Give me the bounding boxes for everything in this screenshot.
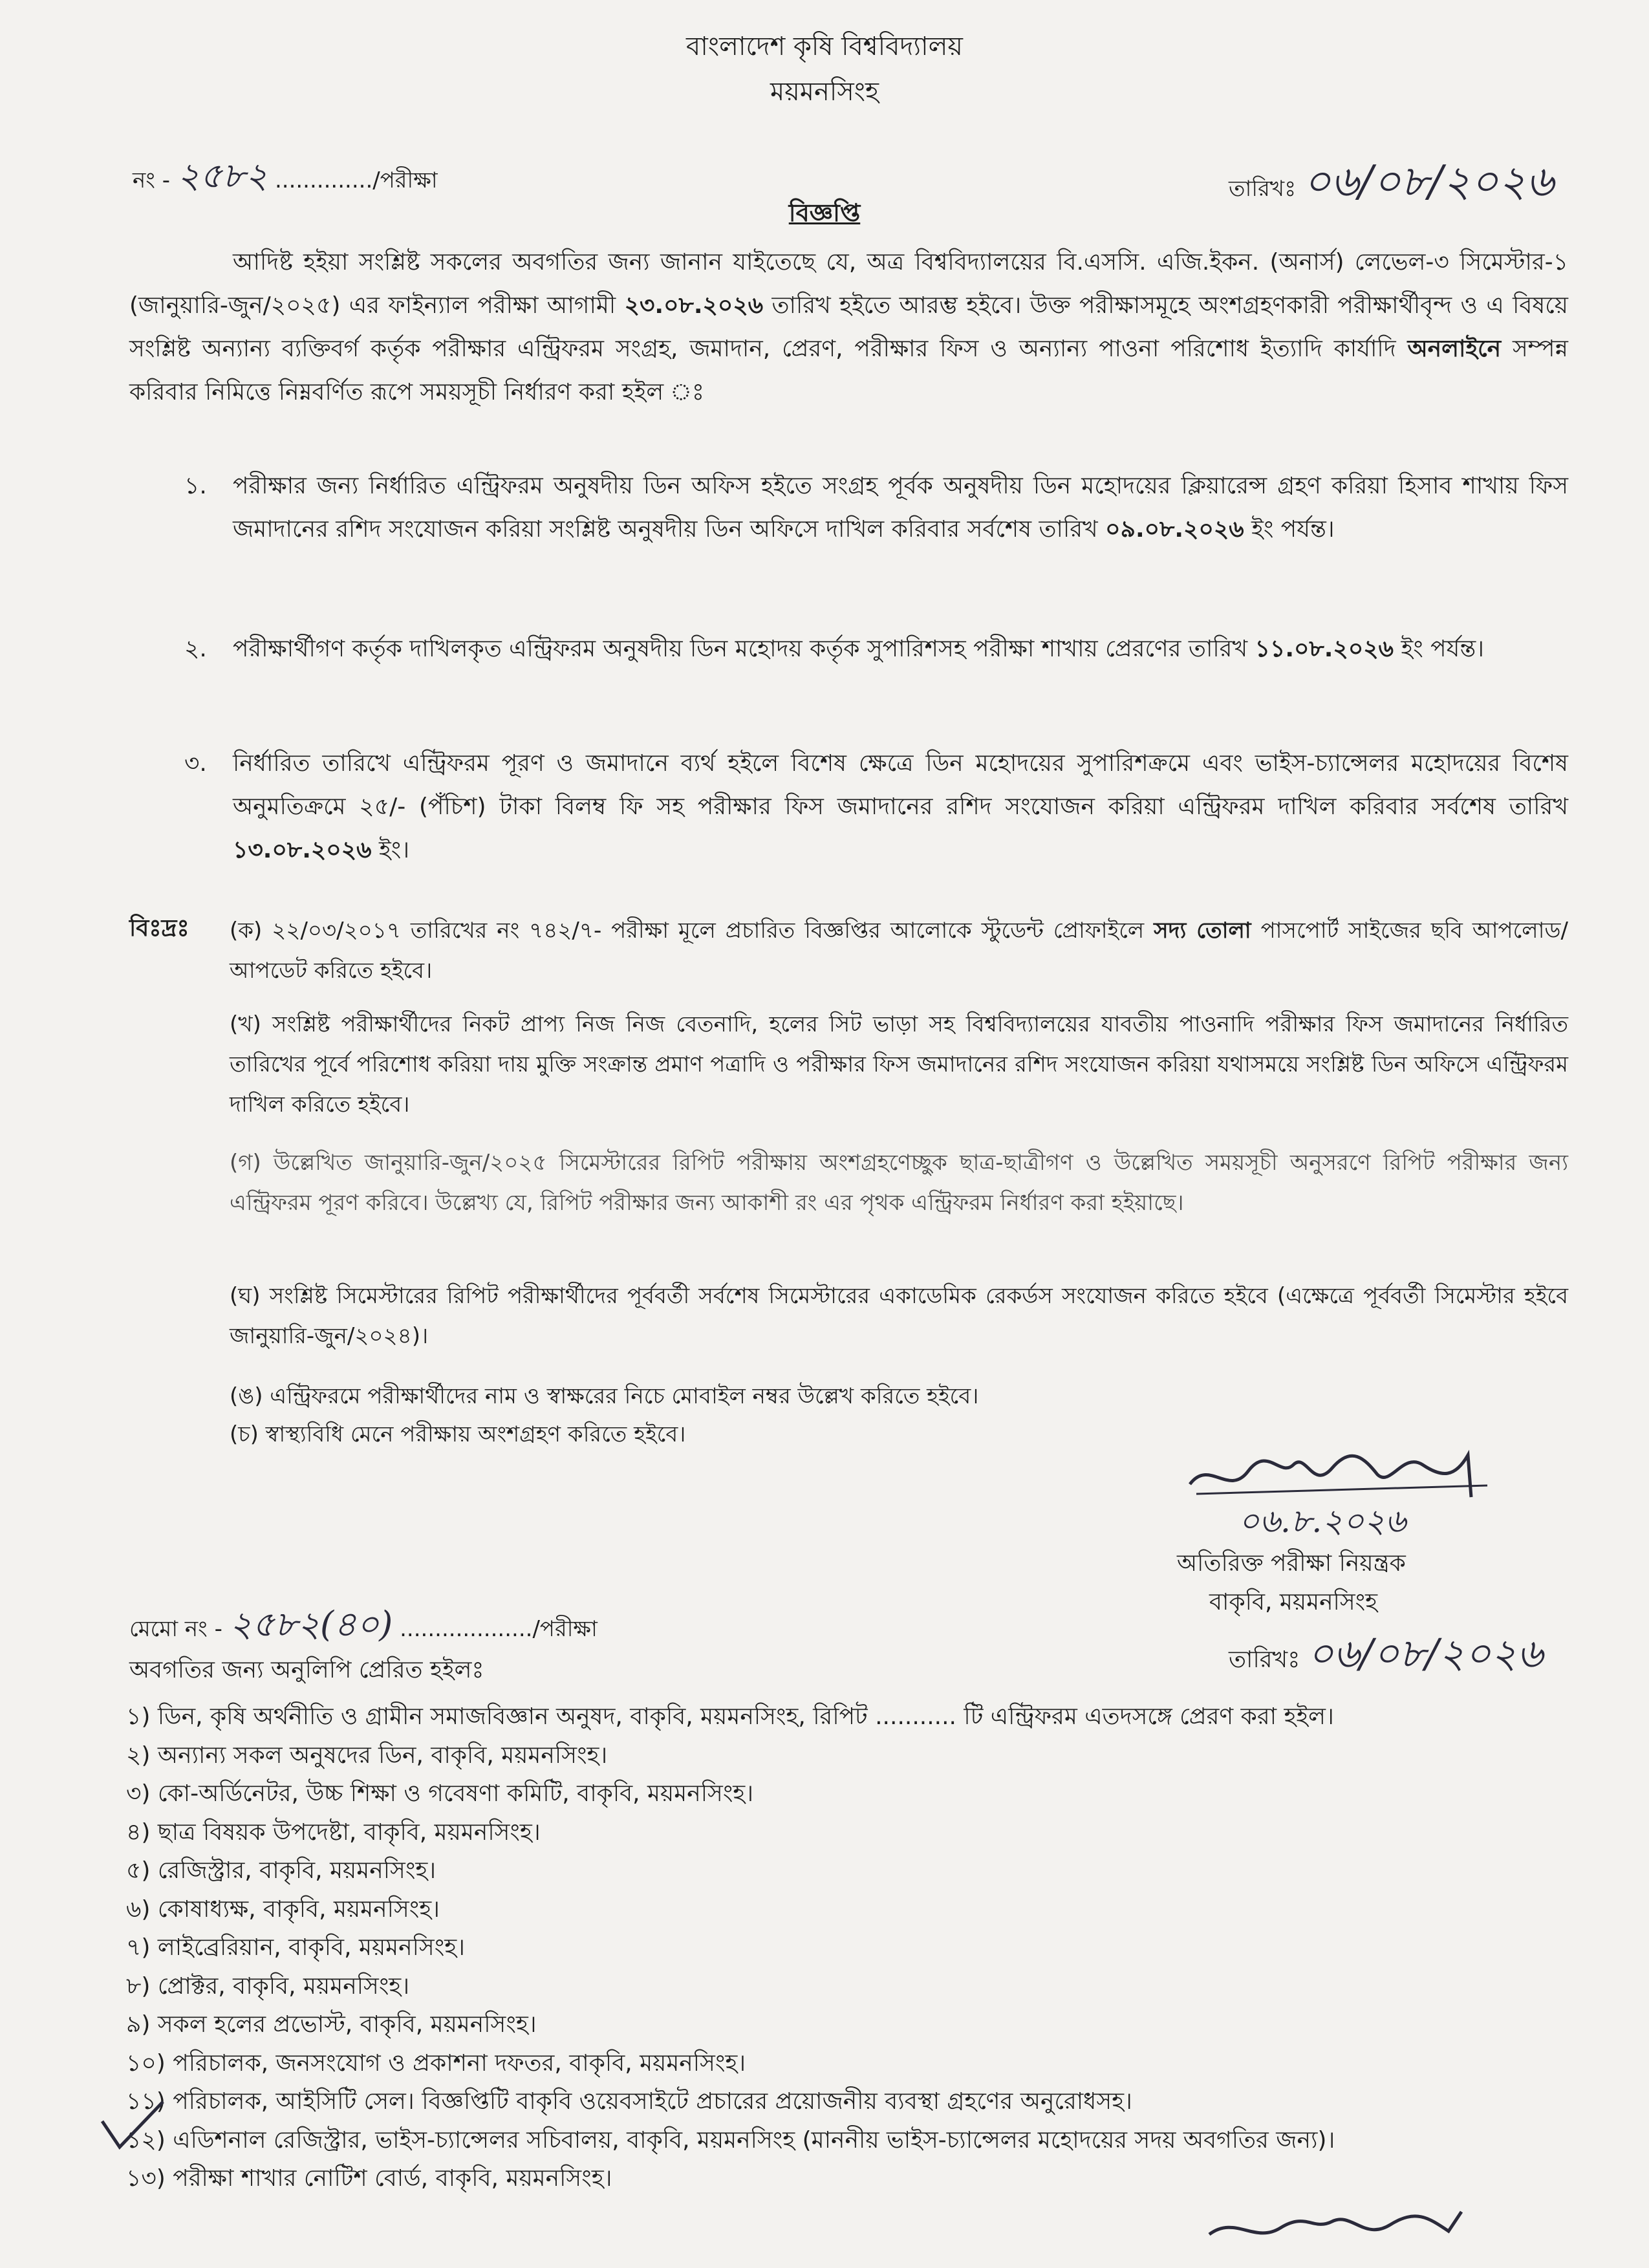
online-text: অনলাইনে <box>1407 336 1502 362</box>
intro-part3: সম্পন্ন করিবার নিমিত্তে নিম্নবর্ণিত রূপে সময়সূচী নির্ধারণ করা হইল ঃ <box>129 336 1568 405</box>
note-ka-text-end: পাসপোর্ট সাইজের ছবি আপলোড/আপডেট করিতে হইবে। <box>230 918 1568 984</box>
memo-number-handwritten: ২৫৮২ <box>177 155 268 196</box>
memo-suffix: /পরীক্ষা <box>372 167 438 193</box>
list-item: ১২) এডিশনাল রেজিস্ট্রার, ভাইস-চ্যান্সেলর সচিবালয়, বাকৃবি, ময়মনসিংহ (মাননীয় ভাইস-চ্যান্সেলর মহোদয়ের সদয় অবগতির জন্য)। <box>126 2126 1335 2154</box>
signatory-institution: বাকৃবি, ময়মনসিংহ <box>1209 1589 1378 1615</box>
note-umo: (ঙ) এন্ট্রিফরমে পরীক্ষার্থীদের নাম ও স্বাক্ষরের নিচে মোবাইল নম্বর উল্লেখ করিতে হইবে। <box>230 1383 979 1409</box>
list-item: ১) ডিন, কৃষি অর্থনীতি ও গ্রামীন সমাজবিজ্ঞান অনুষদ, বাকৃবি, ময়মনসিংহ, রিপিট ........... টি এন্ট্রিফরম এতদসঙ্গে প্রেরণ করা হইল। <box>126 1703 1334 1730</box>
intro-paragraph <box>129 241 1568 414</box>
list-item: ৭) লাইব্রেরিয়ান, বাকৃবি, ময়মনসিংহ। <box>126 1934 465 1961</box>
list-item: ২) অন্যান্য সকল অনুষদের ডিন, বাকৃবি, ময়মনসিংহ। <box>126 1742 608 1769</box>
signature-date: ০৬.৮.২০২৬ <box>1238 1502 1406 1540</box>
schedule-item-date: ১১.০৮.২০২৬ <box>1255 636 1394 662</box>
schedule-item <box>233 742 1568 872</box>
memo2-dots: ................... <box>400 1616 533 1642</box>
notice-title: বিজ্ঞপ্তি <box>788 199 861 227</box>
signatory-designation: অতিরিক্ত পরীক্ষা নিয়ন্ত্রক <box>1177 1550 1406 1577</box>
university-city: ময়মনসিংহ <box>770 77 879 107</box>
schedule-item-date: ০৯.০৮.২০২৬ <box>1105 516 1244 543</box>
list-item: ৬) কোষাধ্যক্ষ, বাকৃবি, ময়মনসিংহ। <box>126 1895 440 1923</box>
signature-date-line <box>1229 1623 1543 1690</box>
note-ga: (গ) উল্লেখিত জানুয়ারি-জুন/২০২৫ সিমেস্টারের রিপিট পরীক্ষায় অংশগ্রহণেচ্ছুক ছাত্র-ছাত্রীগণ ও উল্লেখিত সময়সূচী অনুসরণে রিপিট পরীক্ষার জন্য এন্ট্রিফরম পূরণ করিবে। উল্লেখ্য যে, রিপিট পরীক্ষার জন্য আকাশী রং এর পৃথক এন্ট্রিফরম নির্ধারণ করা হইয়াছে। <box>230 1150 1568 1216</box>
list-item: ১০) পরিচালক, জনসংযোগ ও প্রকাশনা দফতর, বাকৃবি, ময়মনসিংহ। <box>126 2049 746 2077</box>
schedule-item-tail: ইং পর্যন্ত। <box>1251 516 1335 543</box>
schedule-item-text: পরীক্ষার্থীগণ কর্তৃক দাখিলকৃত এন্ট্রিফরম অনুষদীয় ডিন মহোদয় কর্তৃক সুপারিশসহ পরীক্ষা শাখায় প্রেরণের তারিখ <box>233 636 1248 662</box>
list-item: ৮) প্রোক্টর, বাকৃবি, ময়মনসিংহ। <box>126 1972 410 2000</box>
schedule-item-date: ১৩.০৮.২০২৬ <box>233 837 372 863</box>
intro-part1: আদিষ্ট হইয়া সংশ্লিষ্ট সকলের অবগতির জন্য জানান যাইতেছে যে, অত্র বিশ্ববিদ্যালয়ের বি.এসসি. এজি.ইকন. (অনার্স) লেভেল-৩ সিমেস্টার-১ (জানুয়ারি-জুন/২০২৫) এর ফাইন্যাল পরীক্ষা আগামী <box>129 249 1568 319</box>
schedule-item-tail: ইং পর্যন্ত। <box>1401 636 1485 662</box>
schedule-item-tail: ইং। <box>378 837 410 863</box>
memo-dots: .............. <box>274 167 373 193</box>
schedule-item-text: পরীক্ষার জন্য নির্ধারিত এন্ট্রিফরম অনুষদীয় ডিন অফিস হইতে সংগ্রহ পূর্বক অনুষদীয় ডিন মহোদয়ের ক্লিয়ারেন্স গ্রহণ করিয়া হিসাব শাখায় ফিস জমাদানের রশিদ সংযোজন করিয়া সংশ্লিষ্ট অনুষদীয় ডিন অফিসে দাখিল করিবার সর্বশেষ তারিখ <box>233 473 1568 543</box>
cc-title: অবগতির জন্য অনুলিপি প্রেরিত হইলঃ <box>129 1657 484 1683</box>
signature-date-value: ০৬/০৮/২০২৬ <box>1307 1630 1544 1677</box>
list-item: ৩) কো-অর্ডিনেটর, উচ্চ শিক্ষা ও গবেষণা কমিটি, বাকৃবি, ময়মনসিংহ। <box>126 1780 754 1807</box>
schedule-item-number: ২. <box>184 636 207 662</box>
list-item: ৪) ছাত্র বিষয়ক উপদেষ্টা, বাকৃবি, ময়মনসিংহ। <box>126 1819 541 1846</box>
exam-start-date: ২৩.০৮.২০২৬ <box>624 292 764 319</box>
schedule-item-text: নির্ধারিত তারিখে এন্ট্রিফরম পূরণ ও জমাদানে ব্যর্থ হইলে বিশেষ ক্ষেত্রে ডিন মহোদয়ের সুপারিশক্রমে এবং ভাইস-চ্যান্সেলর মহোদয়ের বিশেষ অনুমতিক্রমে ২৫/- (পঁচিশ) টাকা বিলম্ব ফি সহ পরীক্ষার ফিস জমাদানের রশিদ সংযোজন করিয়া এন্ট্রিফরম দাখিল করিবার সর্বশেষ তারিখ <box>233 750 1568 820</box>
memo2-prefix: মেমো নং - <box>129 1616 222 1642</box>
intro-part2: তারিখ হইতে আরম্ভ হইবে। উক্ত পরীক্ষাসমূহে অংশগ্রহণকারী পরীক্ষার্থীবৃন্দ ও এ বিষয়ে সংশ্লিষ্ট অন্যান্য ব্যক্তিবর্গ কর্তৃক পরীক্ষার এন্ট্রিফরম সংগ্রহ, জমাদান, প্রেরণ, পরীক্ষার ফিস ও অন্যান্য পাওনা পরিশোধ ইত্যাদি কার্যাদি <box>129 292 1568 362</box>
memo-prefix: নং - <box>133 167 171 193</box>
note-ka-text: (ক) ২২/০৩/২০১৭ তারিখের নং ৭৪২/৭- পরীক্ষা মূলে প্রচারিত বিজ্ঞপ্তির আলোকে স্টুডেন্ট প্রোফাইলে <box>230 918 1145 944</box>
signature-date-label: তারিখঃ <box>1229 1647 1300 1673</box>
schedule-item <box>233 627 1568 671</box>
schedule-item <box>233 464 1568 551</box>
schedule-item-number: ৩. <box>184 750 207 777</box>
date-handwritten: ০৬/০৮/২০২৬ <box>1303 157 1554 206</box>
note-cha: (চ) স্বাস্থ্যবিধি মেনে পরীক্ষায় অংশগ্রহণ করিতে হইবে। <box>230 1421 686 1447</box>
list-item: ৫) রেজিস্ট্রার, বাকৃবি, ময়মনসিংহ। <box>126 1857 436 1884</box>
cc-list <box>126 1698 1613 2198</box>
list-item: ৯) সকল হলের প্রভোস্ট, বাকৃবি, ময়মনসিংহ। <box>126 2011 537 2038</box>
note-ka-bold: সদ্য তোলা <box>1154 918 1251 944</box>
date-label: তারিখঃ <box>1229 176 1297 202</box>
checkmark-icon <box>97 2095 168 2154</box>
memo2-suffix: /পরীক্ষা <box>532 1616 598 1642</box>
notes-label: বিঃদ্রঃ <box>129 915 189 942</box>
note-kha: (খ) সংশ্লিষ্ট পরীক্ষার্থীদের নিকট প্রাপ্য নিজ নিজ বেতনাদি, হলের সিট ভাড়া সহ বিশ্ববিদ্যালয়ের যাবতীয় পাওনাদি পরীক্ষার ফিস জমাদানের নির্ধারিত তারিখের পূর্বে পরিশোধ করিয়া দায় মুক্তি সংক্রান্ত প্রমাণ পত্রাদি ও পরীক্ষার ফিস জমাদানের রশিদ সংযোজন করিয়া যথাসময়ে সংশ্লিষ্ট ডিন অফিসে এন্ট্রিফরম দাখিল করিতে হইবে। <box>230 1011 1568 1118</box>
memo2-number <box>129 1597 598 1656</box>
university-name: বাংলাদেশ কৃষি বিশ্ববিদ্যালয় <box>686 32 963 61</box>
list-item: ১৩) পরীক্ষা শাখার নোটিশ বোর্ড, বাকৃবি, ময়মনসিংহ। <box>126 2165 612 2192</box>
schedule-item-number: ১. <box>184 473 207 499</box>
memo2-number-handwritten: ২৫৮২(৪০) <box>229 1604 393 1645</box>
list-item: ১১) পরিচালক, আইসিটি সেল। বিজ্ঞপ্তিটি বাকৃবি ওয়েবসাইটে প্রচারের প্রয়োজনীয় ব্যবস্থা গ্রহণের অনুরোধসহ। <box>126 2088 1132 2115</box>
handwritten-signature-bottom <box>1203 2205 1513 2251</box>
note-gha: (ঘ) সংশ্লিষ্ট সিমেস্টারের রিপিট পরীক্ষার্থীদের পূর্ববর্তী সর্বশেষ সিমেস্টারের একাডেমিক রেকর্ডস সংযোজন করিতে হইবে (এক্ষেত্রে পূর্ববর্তী সিমেস্টার হইবে জানুয়ারি-জুন/২০২৪)। <box>230 1283 1568 1349</box>
note-ka <box>230 911 1568 991</box>
